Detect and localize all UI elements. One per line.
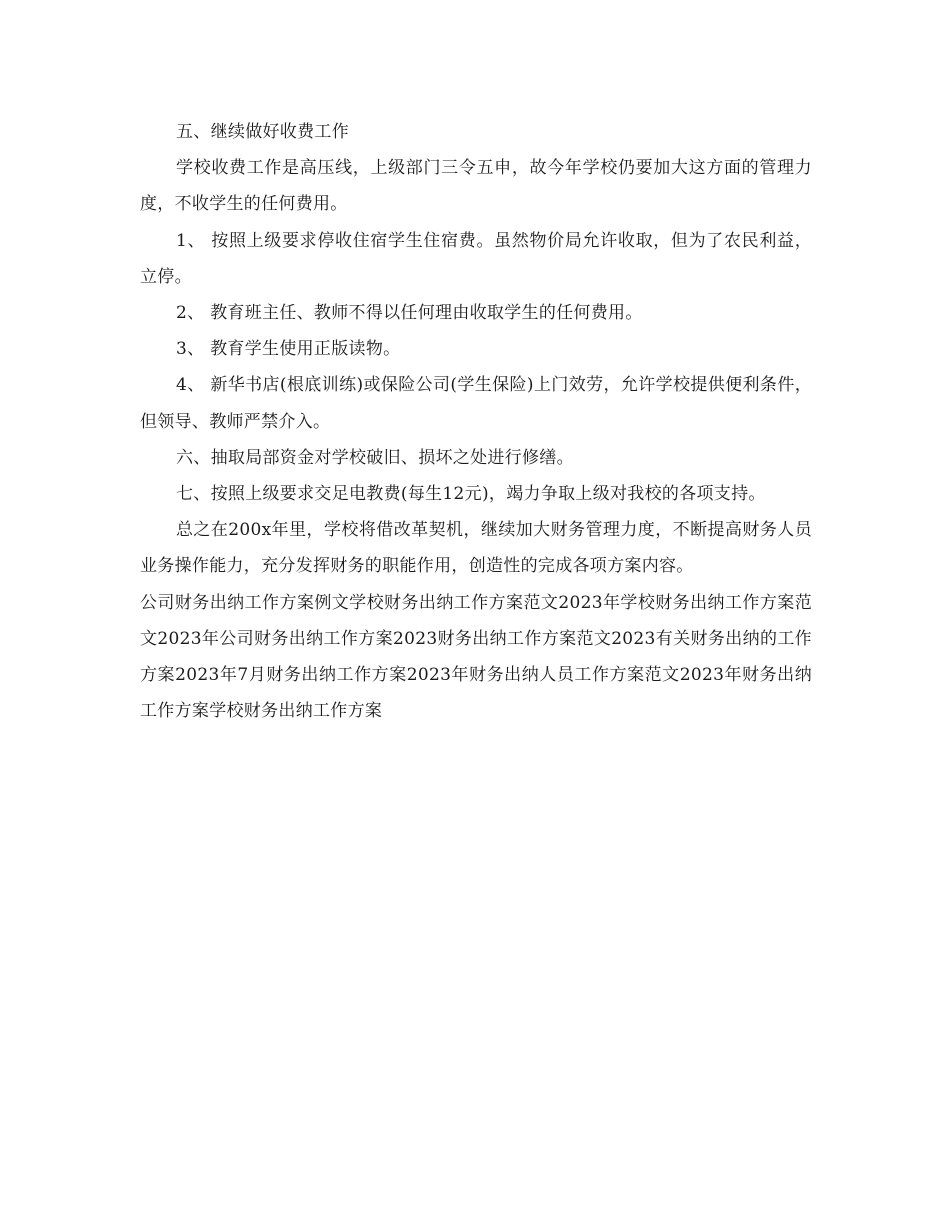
related-titles-paragraph: 公司财务出纳工作方案例文学校财务出纳工作方案范文2023年学校财务出纳工作方案范文2023年公司财务出纳工作方案2023财务出纳工作方案范文2023有关财务出纳的工作方案2023年7月财务出纳工作方案2023年财务出纳人员工作方案范文2023年财务出纳工作方案学校财务出纳工作方案 <box>140 592 812 722</box>
paragraph-fees-intro: 学校收费工作是高压线，上级部门三令五申，故今年学校仍要加大这方面的管理力度，不收学生的任何费用。 <box>140 158 812 215</box>
section-heading-av-fees: 七、按照上级要求交足电教费(每生12元)，竭力争取上级对我校的各项支持。 <box>176 484 766 505</box>
list-item-1: 1、 按照上级要求停收住宿学生住宿费。虽然物价局允许收取，但为了农民利益，立停。 <box>140 230 812 287</box>
section-heading-fees: 五、继续做好收费工作 <box>176 122 349 142</box>
paragraph-summary: 总之在200x年里，学校将借改革契机，继续加大财务管理力度，不断提高财务人员业务操作能力，充分发挥财务的职能作用，创造性的完成各项方案内容。 <box>140 520 812 577</box>
section-heading-repairs: 六、抽取局部资金对学校破旧、损坏之处进行修缮。 <box>176 447 574 468</box>
list-item-4: 4、 新华书店(根底训练)或保险公司(学生保险)上门效劳，允许学校提供便利条件，但领导、教师严禁介入。 <box>140 375 812 432</box>
list-item-2: 2、 教育班主任、教师不得以任何理由收取学生的任何费用。 <box>176 303 643 324</box>
document-body <box>140 114 812 729</box>
list-item-3: 3、 教育学生使用正版读物。 <box>176 339 401 360</box>
